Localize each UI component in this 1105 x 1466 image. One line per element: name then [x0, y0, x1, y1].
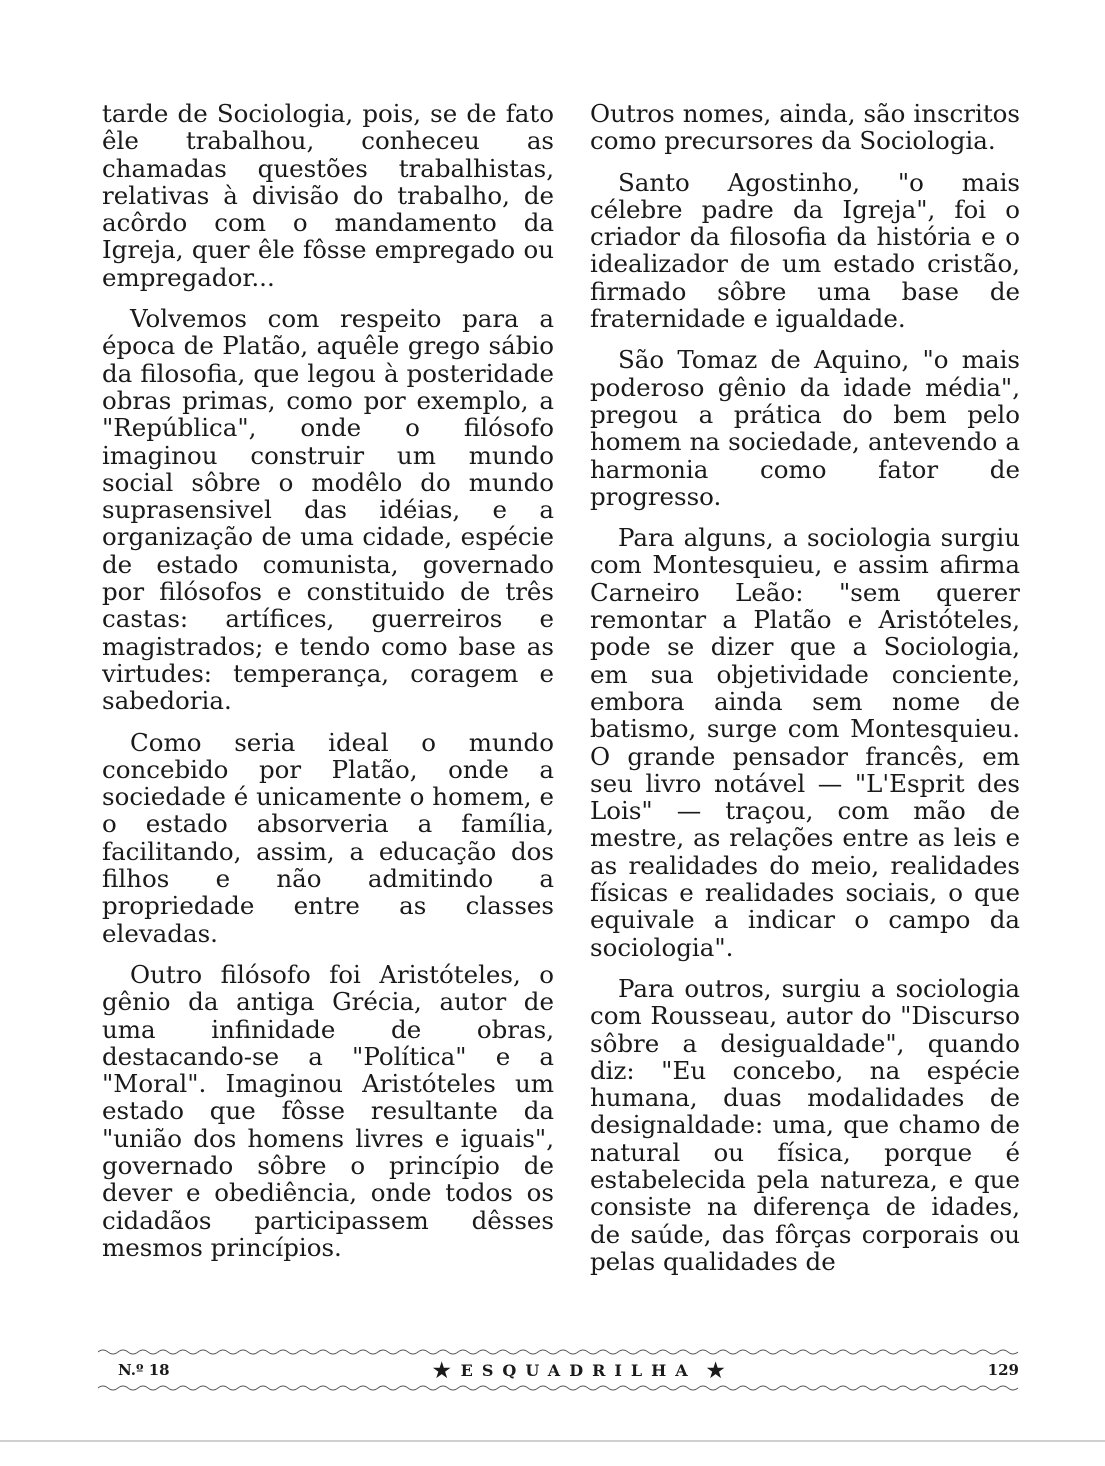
- left-column: [102, 100, 554, 1275]
- paragraph: Outros nomes, ainda, são inscritos como precursores da Sociologia.: [590, 99, 1020, 156]
- star-icon: ★: [432, 1358, 451, 1382]
- right-column: [590, 100, 1020, 1289]
- paragraph: Volvemos com respeito para a época de Platão, aquêle grego sábio da filosofia, que legou à posteridade obras primas, como por exemplo, a "República", onde o filósofo imaginou construir um mundo social sôbre o modêlo do mundo suprasensivel das idéias, e a organização de uma cidade, espécie de estado comunista, governado por filósofos e constituido de três castas: artífices, guerreiros e magistrados; e tendo como base as virtudes: temperança, coragem e sabedoria.: [102, 304, 554, 716]
- star-icon: ★: [706, 1358, 725, 1382]
- magazine-title: [433, 1358, 725, 1382]
- paragraph: tarde de Sociologia, pois, se de fato êle trabalhou, conheceu as chamadas questões trabalhistas, relativas à divisão do trabalho, de acôrdo com o mandamento da Igreja, quer êle fôsse empregado ou empregador...: [102, 99, 554, 292]
- paragraph: São Tomaz de Aquino, "o mais poderoso gênio da idade média", pregou a prática do bem pelo homem na sociedade, antevendo a harmonia como fator de progresso.: [590, 345, 1020, 511]
- footer-row: [98, 1358, 1023, 1382]
- paragraph: Outro filósofo foi Aristóteles, o gênio da antiga Grécia, autor de uma infinidade de obras, destacando-se a "Política" e a "Moral". Imaginou Aristóteles um estado que fôsse resultante da "união dos homens livres e iguais", governado sôbre o princípio de dever e obediência, onde todos os cidadãos participassem dêsses mesmos princípios.: [102, 959, 554, 1262]
- scan-edge-line: [0, 1440, 1105, 1442]
- paragraph: Santo Agostinho, "o mais célebre padre da Igreja", foi o criador da filosofia da história e o idealizador de um estado cristão, firmado sôbre uma base de fraternidade e igualdade.: [590, 167, 1020, 334]
- paragraph: Para outros, surgiu a sociologia com Rousseau, autor do "Discurso sôbre a desigualdade", quando diz: "Eu concebo, na espécie humana, duas modalidades de designaldade: uma, que chamo de natural ou física, porque é estabelecida pela natureza, e que consiste na diferença de idades, de saúde, das fôrças corporais ou pelas qualidades de: [590, 973, 1020, 1276]
- page-number: 129: [987, 1361, 1019, 1379]
- magazine-name: ESQUADRILHA: [460, 1360, 697, 1380]
- page-footer: [98, 1348, 1023, 1392]
- wavy-rule-bottom: [98, 1384, 1023, 1392]
- paragraph: Como seria ideal o mundo concebido por Platão, onde a sociedade é unicamente o homem, e o estado absorveria a família, facilitando, assim, a educação dos filhos e não admitindo a propriedade entre as classes elevadas.: [102, 727, 554, 948]
- paragraph: Para alguns, a sociologia surgiu com Montesquieu, e assim afirma Carneiro Leão: "sem querer remontar a Platão e Aristóteles, pode se dizer que a Sociologia, em sua objetividade conciente, embora ainda sem nome de batismo, surge com Montesquieu. O grande pensador francês, em seu livro notável — "L'Esprit des Lois" — traçou, com mão de mestre, as relações entre as leis e as realidades do meio, realidades físicas e realidades sociais, o que equivale a indicar o campo da sociologia".: [590, 523, 1020, 962]
- wavy-rule-top: [98, 1348, 1023, 1356]
- issue-number: N.º 18: [118, 1361, 170, 1379]
